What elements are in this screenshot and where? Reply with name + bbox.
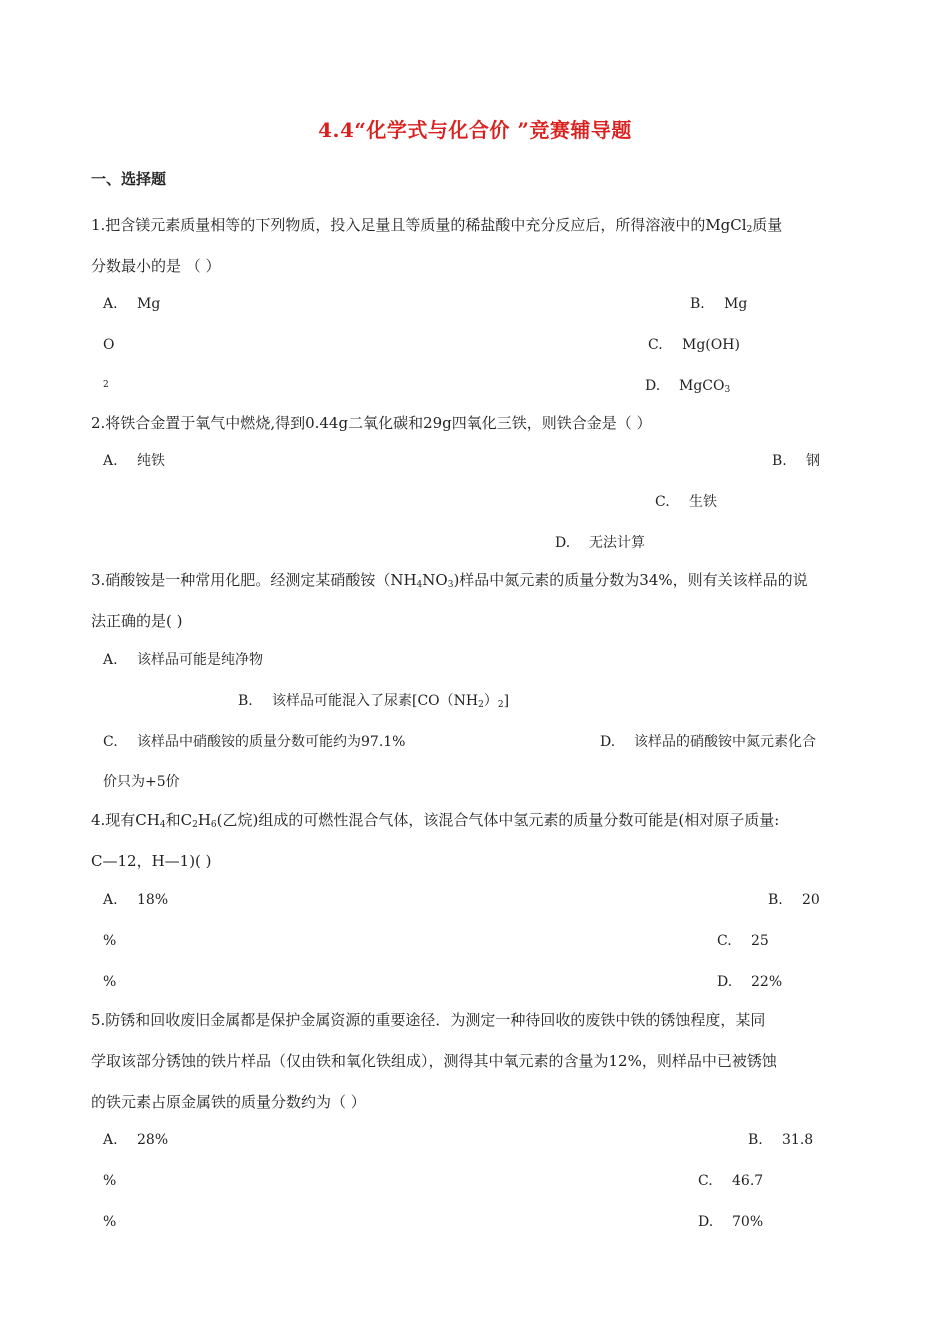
q1-option-d-sub: 3 [724, 385, 731, 395]
q4-option-d-text: 22% [751, 974, 783, 990]
q3-option-c[interactable] [103, 732, 405, 752]
q5-option-a-text: 28% [137, 1132, 169, 1148]
q3-option-d-text: 该样品的硝酸铵中氮元素化合 [634, 734, 816, 750]
q1-option-d[interactable] [645, 376, 730, 400]
q1-option-a[interactable] [103, 294, 160, 314]
q4-option-c-text: 25 [751, 933, 769, 949]
q3-stem-text-c: )样品中氮元素的质量分数为34%，则有关该样品的说 [453, 571, 808, 589]
q3-option-a-text: 该样品可能是纯净物 [137, 652, 263, 668]
q1-stem-line1 [91, 215, 782, 240]
q1-option-b-text: Mg [724, 296, 748, 312]
q4-option-a-text: 18% [137, 892, 169, 908]
q2-option-c-label: C. [655, 494, 670, 510]
q1-option-b-label: B. [690, 296, 705, 312]
q3-option-b-text-c: ] [503, 693, 510, 709]
q5-option-b-text: 31.8 [782, 1132, 814, 1148]
q5-stem-line3: 的铁元素占原金属铁的质量分数约为（ ） [91, 1093, 366, 1111]
q3-option-b[interactable] [238, 691, 509, 715]
q4-stem-line1 [91, 810, 779, 835]
q1-stem-text: 1.把含镁元素质量相等的下列物质，投入足量且等质量的稀盐酸中充分反应后，所得溶液中的MgCl [91, 216, 747, 234]
q5-option-d-label: D. [698, 1214, 714, 1230]
q4-option-b-label: B. [768, 892, 783, 908]
q4-option-c[interactable] [717, 931, 769, 951]
q4-stem-text-b: 和C [165, 811, 193, 829]
q1-option-c-label: C. [648, 337, 663, 353]
q5-stem-line1: 5.防锈和回收废旧金属都是保护金属资源的重要途径．为测定一种待回收的废铁中铁的锈蚀程度，某同 [91, 1011, 766, 1029]
q3-stem-line2: 法正确的是( ) [91, 612, 183, 630]
q2-option-b[interactable] [772, 451, 820, 471]
q1-stem-line2: 分数最小的是 （ ） [91, 257, 221, 275]
q4-option-c-label: C. [717, 933, 732, 949]
q3-option-d-cont: 价只为+5价 [103, 774, 180, 790]
document-title: 4.4“化学式与化合价 ”竞赛辅导题 [318, 118, 632, 142]
q1-option-b[interactable] [690, 294, 747, 314]
q1-option-b-cont-sub: 2 [103, 380, 109, 390]
q1-stem-sub: 2 [746, 225, 753, 235]
q3-option-c-text: 该样品中硝酸铵的质量分数可能约为97.1% [137, 734, 406, 750]
q3-option-a-label: A. [103, 652, 118, 668]
q2-option-a-label: A. [103, 453, 118, 469]
q3-stem-sub1: 4 [416, 580, 423, 590]
q4-option-b[interactable] [768, 890, 820, 910]
q2-option-b-label: B. [772, 453, 787, 469]
q3-option-b-label: B. [238, 693, 253, 709]
q3-option-d-label: D. [600, 734, 616, 750]
q4-option-d[interactable] [717, 972, 782, 992]
q3-option-b-sub1: 2 [478, 700, 484, 710]
q5-option-c-pct: % [103, 1214, 117, 1230]
q1-option-c[interactable] [648, 335, 740, 355]
q1-stem-text-end: 质量 [752, 216, 783, 234]
q5-option-d[interactable] [698, 1212, 763, 1232]
q1-option-a-text: Mg [137, 296, 161, 312]
q5-option-a[interactable] [103, 1130, 168, 1150]
q1-option-d-label: D. [645, 378, 661, 394]
q1-option-c-text: Mg(OH) [682, 337, 740, 353]
q5-stem-line2: 学取该部分锈蚀的铁片样品（仅由铁和氧化铁组成），测得其中氧元素的含量为12%，则样品中已被锈蚀 [91, 1052, 777, 1070]
q3-option-d[interactable] [600, 732, 816, 752]
q3-stem-line1 [91, 570, 808, 595]
q4-option-c-pct: % [103, 974, 117, 990]
q4-stem-sub2: 2 [192, 820, 198, 830]
q4-stem-text-d: (乙烷)组成的可燃性混合气体，该混合气体中氢元素的质量分数可能是(相对原子质量: [216, 811, 780, 829]
q2-stem-line1: 2.将铁合金置于氧气中燃烧,得到0.44g二氧化碳和29g四氧化三铁，则铁合金是（ ） [91, 414, 652, 432]
q3-option-a[interactable] [103, 650, 263, 670]
q4-option-d-label: D. [717, 974, 733, 990]
q5-option-c-text: 46.7 [732, 1173, 764, 1189]
q5-option-c[interactable] [698, 1171, 763, 1191]
q5-option-b[interactable] [748, 1130, 813, 1150]
q5-option-a-label: A. [103, 1132, 118, 1148]
q4-stem-text-c: H [197, 811, 211, 829]
q4-option-a-label: A. [103, 892, 118, 908]
q1-option-a-label: A. [103, 296, 118, 312]
q3-option-b-text-b: ） [483, 693, 498, 709]
q2-option-d[interactable] [555, 533, 645, 553]
q3-option-b-sub2: 2 [497, 700, 504, 710]
q4-stem-text-a: 4.现有CH [91, 811, 160, 829]
q5-option-c-label: C. [698, 1173, 713, 1189]
q1-option-d-text: MgCO [679, 378, 725, 394]
q2-option-d-text: 无法计算 [589, 535, 645, 551]
q5-option-b-label: B. [748, 1132, 763, 1148]
q3-option-c-label: C. [103, 734, 118, 750]
q5-option-d-text: 70% [732, 1214, 764, 1230]
q5-option-b-pct: % [103, 1173, 117, 1189]
q3-option-b-text-a: 该样品可能混入了尿素[CO（NH [272, 693, 479, 709]
q2-option-d-label: D. [555, 535, 571, 551]
q4-stem-sub1: 4 [159, 820, 166, 830]
q2-option-a[interactable] [103, 451, 165, 471]
q2-option-c-text: 生铁 [689, 494, 717, 510]
q2-option-a-text: 纯铁 [137, 453, 165, 469]
q4-option-a[interactable] [103, 890, 168, 910]
q4-stem-sub3: 6 [210, 820, 217, 830]
q2-option-c[interactable] [655, 492, 717, 512]
q4-option-b-text: 20 [802, 892, 820, 908]
q4-option-b-pct: % [103, 933, 117, 949]
section-heading: 一、选择题 [91, 170, 167, 188]
q3-stem-sub2: 3 [447, 580, 454, 590]
q3-stem-text-a: 3.硝酸铵是一种常用化肥。经测定某硝酸铵（NH [91, 571, 417, 589]
q2-option-b-text: 钢 [806, 453, 820, 469]
q4-stem-line2: C—12，H—1)( ) [91, 852, 212, 870]
q3-stem-text-b: NO [422, 571, 448, 589]
q1-option-b-cont: O [103, 337, 115, 353]
